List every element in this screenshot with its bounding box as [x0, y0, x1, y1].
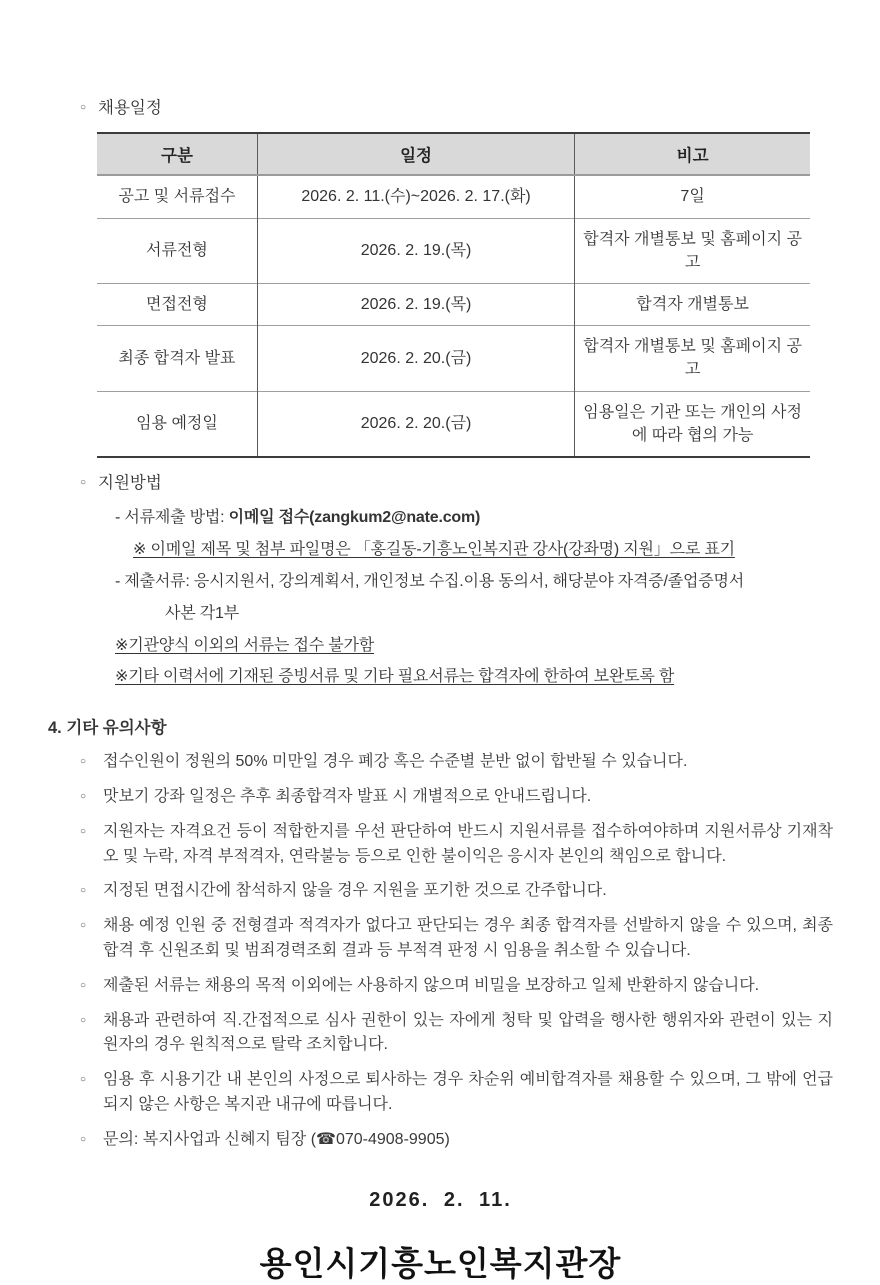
circle-bullet-icon: ○: [80, 790, 87, 802]
table-cell-category: 임용 예정일: [97, 391, 257, 457]
table-cell-category: 최종 합격자 발표: [97, 326, 257, 391]
table-cell-remark: 합격자 개별통보 및 홈페이지 공고: [575, 326, 810, 391]
table-row: [97, 326, 810, 391]
header-cell-date: 일정: [257, 133, 574, 175]
notes-section-heading: 4. 기타 유의사항: [48, 719, 167, 738]
table-cell-remark: 7일: [680, 188, 705, 206]
table-cell-category: 공고 및 서류접수: [97, 175, 257, 218]
list-item: [48, 914, 833, 964]
list-item: [48, 785, 833, 810]
table-row: [97, 175, 810, 218]
note-text: 채용과 관련하여 직.간접적으로 심사 권한이 있는 자에게 청탁 및 압력을 행사한 행위자와 관련이 있는 지원자의 경우 원칙적으로 탈락 조치합니다.: [103, 1011, 833, 1054]
circle-bullet-icon: ○: [80, 476, 87, 488]
notes-list: [48, 750, 833, 1152]
note-text: 채용 예정 인원 중 전형결과 적격자가 없다고 판단되는 경우 최종 합격자를 선발하지 않을 수 있으며, 최종 합격 후 신원조회 및 범죄경력조회 결과 등 부적격 판정 시 임용을 취소할 수 있습니다.: [103, 917, 833, 959]
list-item: [48, 974, 833, 999]
header-cell-category: 구분: [97, 133, 257, 175]
table-row: [97, 218, 810, 283]
note-text: 문의: 복지사업과 신혜지 팀장 (☎070-4908-9905): [103, 1130, 450, 1148]
table-cell-date: 2026. 2. 20.(금): [257, 326, 574, 391]
list-item: [48, 750, 833, 775]
table-cell-date: 2026. 2. 19.(목): [257, 218, 574, 283]
submit-method-email: 이메일 접수(zangkum2@nate.com): [228, 509, 481, 527]
schedule-section-heading: [80, 98, 833, 119]
list-item: [48, 879, 833, 904]
circle-bullet-icon: ○: [80, 102, 87, 113]
circle-bullet-icon: ○: [80, 979, 87, 991]
table-cell-date: 2026. 2. 20.(금): [257, 391, 574, 457]
circle-bullet-icon: ○: [80, 756, 87, 768]
required-documents-line: - 제출서류: 응시지원서, 강의계획서, 개인정보 수집.이용 동의서, 해당분야 자격증/졸업증명서: [115, 572, 745, 590]
table-row: [97, 284, 810, 326]
table-cell-date: 2026. 2. 19.(목): [257, 284, 574, 326]
note-text: 접수인원이 정원의 50% 미만일 경우 폐강 혹은 수준별 분반 없이 합반될 수 있습니다.: [103, 753, 688, 771]
note-text: 임용 후 시용기간 내 본인의 사정으로 퇴사하는 경우 차순위 예비합격자를 채용할 수 있으며, 그 밖에 언급되지 않은 사항은 복지관 내규에 따릅니다.: [103, 1071, 833, 1113]
circle-bullet-icon: ○: [80, 1014, 87, 1026]
schedule-table: [97, 132, 810, 458]
list-item: [48, 1128, 833, 1153]
circle-bullet-icon: ○: [80, 920, 87, 932]
circle-bullet-icon: ○: [80, 1133, 87, 1145]
schedule-table-header-row: [97, 133, 810, 175]
restriction-note-2: ※기타 이력서에 기재된 증빙서류 및 기타 필요서류는 합격자에 한하여 보완토록 함: [115, 668, 675, 686]
apply-heading-label: 지원방법: [98, 473, 162, 492]
apply-method-block: [48, 508, 833, 688]
document-copies-line: 사본 각1부: [165, 604, 239, 622]
apply-section-heading: [80, 473, 833, 494]
table-cell-remark: 임용일은 기관 또는 개인의 사정에 따라 협의 가능: [575, 391, 810, 457]
circle-bullet-icon: ○: [80, 1074, 87, 1086]
schedule-heading-label: 채용일정: [98, 99, 162, 117]
note-text: 제출된 서류는 채용의 목적 이외에는 사용하지 않으며 비밀을 보장하고 일체 반환하지 않습니다.: [103, 976, 760, 994]
document-date: 2026. 2. 11.: [369, 1188, 512, 1211]
table-cell-date: 2026. 2. 11.(수)~2026. 2. 17.(화): [257, 175, 574, 218]
note-text: 맛보기 강좌 일정은 추후 최종합격자 발표 시 개별적으로 안내드립니다.: [103, 787, 592, 805]
list-item: [48, 1009, 833, 1059]
signature-title: 용인시기흥노인복지관장: [259, 1244, 622, 1282]
note-text: 지정된 면접시간에 참석하지 않을 경우 지원을 포기한 것으로 간주합니다.: [103, 882, 607, 900]
table-row: [97, 391, 810, 457]
submit-method-line: [115, 508, 833, 529]
email-format-note: ※ 이메일 제목 및 첨부 파일명은 「홍길동-기흥노인복지관 강사(강좌명) 지원」으로 표기: [133, 541, 735, 559]
table-cell-category: 서류전형: [97, 218, 257, 283]
circle-bullet-icon: ○: [80, 825, 87, 837]
table-cell-remark: 합격자 개별통보: [575, 284, 810, 326]
submit-method-label: - 서류제출 방법:: [115, 509, 229, 527]
list-item: [48, 820, 833, 870]
restriction-note-1: ※기관양식 이외의 서류는 접수 불가함: [115, 636, 375, 654]
header-cell-remark: 비고: [575, 133, 810, 175]
circle-bullet-icon: ○: [80, 885, 87, 897]
list-item: [48, 1068, 833, 1118]
table-cell-category: 면접전형: [97, 284, 257, 326]
table-cell-remark: 합격자 개별통보 및 홈페이지 공고: [575, 218, 810, 283]
note-text: 지원자는 자격요건 등이 적합한지를 우선 판단하여 반드시 지원서류를 접수하여야하며 지원서류상 기재착오 및 누락, 자격 부적격자, 연락불능 등으로 인한 불이익은 응시자 본인의 책임으로 합니다.: [103, 822, 833, 865]
